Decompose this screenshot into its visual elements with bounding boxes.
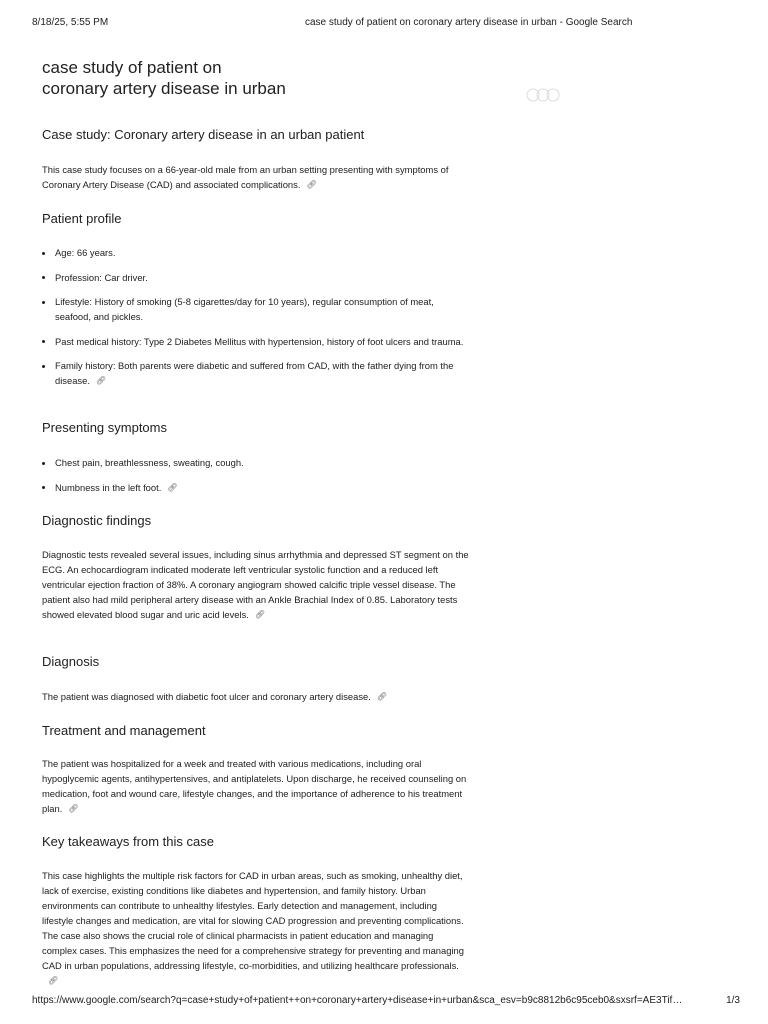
intro-text: This case study focuses on a 66-year-old male from an urban setting presenting with symptoms of Coronary Artery Disease (CAD) and associated complications. 🔗︎: [42, 164, 449, 190]
patient-profile-heading: Patient profile: [42, 211, 122, 226]
link-icon[interactable]: 🔗︎: [68, 804, 79, 813]
diagnosis-text: The patient was diagnosed with diabetic foot ulcer and coronary artery disease. 🔗︎: [42, 691, 387, 702]
query-title: [42, 57, 502, 99]
article-title: Case study: Coronary artery disease in an urban patient: [42, 127, 365, 142]
link-icon[interactable]: 🔗︎: [167, 482, 178, 492]
presenting-symptoms-heading: Presenting symptoms: [42, 420, 167, 435]
print-page-title: case study of patient on coronary artery disease in urban - Google Search: [305, 17, 633, 28]
query-line-1: case study of patient on: [42, 58, 222, 77]
list-item: Past medical history: Type 2 Diabetes Mellitus with hypertension, history of foot ulcers and trauma.: [42, 334, 472, 349]
link-icon[interactable]: 🔗︎: [306, 180, 317, 189]
link-icon[interactable]: 🔗︎: [376, 692, 387, 701]
patient-profile-list: [42, 245, 472, 398]
takeaways-heading: Key takeaways from this case: [42, 834, 214, 849]
presenting-symptoms-list: [42, 455, 472, 504]
loading-rings-icon: [525, 88, 565, 102]
link-icon[interactable]: 🔗︎: [254, 610, 266, 619]
link-icon[interactable]: 🔗︎: [95, 376, 107, 385]
diagnostic-findings-heading: Diagnostic findings: [42, 513, 152, 528]
list-item: Numbness in the left foot. 🔗︎: [42, 480, 472, 495]
list-item: Lifestyle: History of smoking (5-8 cigarettes/day for 10 years), regular consumption of meat, seafood, and pickles.: [42, 294, 472, 324]
list-item: Family history: Both parents were diabetic and suffered from CAD, with the father dying from the disease. 🔗︎: [42, 358, 472, 388]
takeaways-text: This case highlights the multiple risk factors for CAD in urban areas, such as smoking, unhealthy diet, lack of exercise, existing conditions like diabetes and hypertension, and family history. Urban environments can contribute to unhealthy lifestyles. Early detection and management, including lifestyle changes and medication, are vital for slowing CAD progression and preventing complications. The case also shows the crucial role of clinical pharmacists in patient education and managing complex cases. This emphasizes the need for a comprehensive strategy for preventing and managing CAD in urban populations, addressing lifestyle, co-morbidities, and utilizing healthcare professionals.🔗︎: [42, 868, 470, 988]
list-item: Profession: Car driver.: [42, 270, 472, 285]
page-number: 1/3: [726, 995, 740, 1006]
diagnostic-findings-text: Diagnostic tests revealed several issues, including sinus arrhythmia and depressed ST segment on the ECG. An echocardiogram indicated moderate left ventricular systolic function and a reduced left ventricular ejection fraction of 38%. A coronary angiogram showed calcific triple vessel disease. The patient also had mild peripheral artery disease with an Ankle Brachial Index of 0.85. Laboratory tests showed elevated blood sugar and uric acid levels. 🔗︎: [42, 549, 469, 620]
list-item: Age: 66 years.: [42, 245, 472, 260]
treatment-text: The patient was hospitalized for a week and treated with various medications, including oral hypoglycemic agents, antihypertensives, and antiplatelets. Upon discharge, he received counseling on medication, foot and wound care, lifestyle changes, and the importance of adherence to his treatment plan. 🔗︎: [42, 758, 467, 814]
treatment-heading: Treatment and management: [42, 723, 206, 738]
query-line-2: coronary artery disease in urban: [42, 79, 286, 98]
print-date: 8/18/25, 5:55 PM: [32, 17, 109, 28]
diagnosis-heading: Diagnosis: [42, 654, 100, 669]
link-icon[interactable]: 🔗︎: [48, 976, 59, 985]
list-item: Chest pain, breathlessness, sweating, cough.: [42, 455, 472, 470]
print-url: https://www.google.com/search?q=case+study+of+patient++on+coronary+artery+disease+in+urban&sca_esv=b9c8812b6c95ceb0&sxsrf=AE3Tif…: [32, 995, 683, 1006]
